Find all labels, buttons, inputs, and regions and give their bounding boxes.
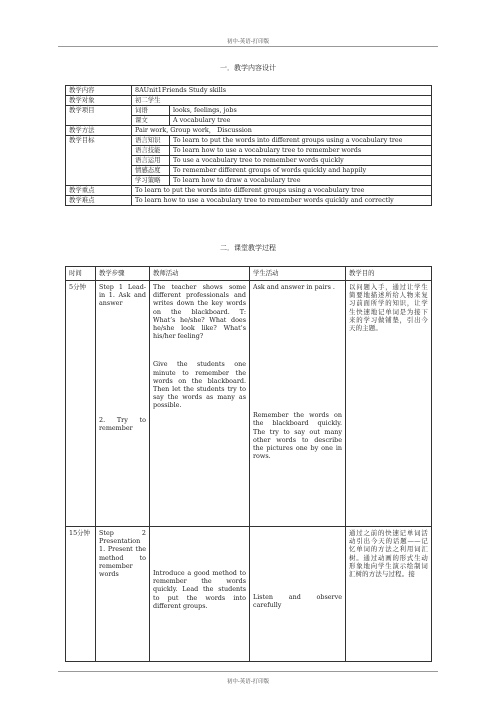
row-step	[96, 281, 150, 527]
method-label: 教学方法	[66, 126, 132, 136]
header-time: 时间	[66, 267, 96, 281]
content-value: 8AUnit1Friends Study skills	[132, 86, 432, 96]
row-purpose: 通过之前的快速记单词活动引出今天的话题——记忆单词的方法之利用词汇树。通过动画的形式生动形象地向学生演示绘制词汇树的方法与过程。接	[346, 527, 432, 662]
goal-label: 语言知识	[132, 136, 170, 146]
row-time: 15分钟	[66, 527, 96, 662]
goal-value: To remember different groups of words quickly and happily	[170, 166, 432, 176]
step-try-remember: 2. Try to remember	[99, 415, 146, 432]
audience-label: 教学对象	[66, 96, 132, 106]
footer-rule	[58, 671, 438, 672]
spacer	[253, 291, 342, 411]
student-activity-a: Ask and answer in pairs .	[253, 283, 335, 291]
vocab-value: looks, feelings, jobs	[170, 106, 432, 116]
key-label: 教学重点	[66, 186, 132, 196]
section2-title: 二．课堂教学过程	[220, 244, 276, 252]
spacer	[99, 308, 146, 416]
spacer	[253, 529, 342, 593]
row-teacher	[150, 281, 250, 527]
header-step: 教学步骤	[96, 267, 150, 281]
design-table	[65, 85, 432, 206]
difficult-label: 教学难点	[66, 196, 132, 206]
row-purpose: 以问题入手，通过让学生简要地描述所给人物来复习前面所学的知识，让学生快速地记单词是为接下来的学习做铺垫，引出今天的主题。	[346, 281, 432, 527]
header-rule	[58, 46, 438, 47]
teacher-activity-b: Give the students one minute to remember the words on the blackboard. Then let the students try to say the words as many as possible.	[153, 360, 246, 410]
header-teacher: 教师活动	[150, 267, 250, 281]
goal-value: To learn to put the words into different groups using a vocabulary tree	[170, 136, 432, 146]
process-table	[65, 266, 432, 662]
goal-value: To learn how to use a vocabulary tree to remember words	[170, 146, 432, 156]
teacher-activity-a: The teacher shows some different professionals and writes down the key words on the blackboard. T: What’s he/she? What does he/she look like? What’s his/her feeling?	[153, 283, 246, 341]
page-header: 初中-英语-打印版	[226, 39, 270, 45]
section1-title: 一．教学内容设计	[220, 64, 276, 72]
key-value: To learn to put the words into different groups using a vocabulary tree	[132, 186, 432, 196]
spacer	[153, 529, 246, 569]
content-label: 教学内容	[66, 86, 132, 96]
goal-label: 学习策略	[132, 176, 170, 186]
goals-label: 教学目标	[66, 136, 132, 186]
header-purpose: 教学目的	[346, 267, 432, 281]
audience-value: 初二学生	[132, 96, 432, 106]
goal-label: 语言技能	[132, 146, 170, 156]
goal-value: To use a vocabulary tree to remember words quickly	[170, 156, 432, 166]
goal-label: 语言运用	[132, 156, 170, 166]
row-student	[250, 281, 346, 527]
difficult-value: To learn how to use a vocabulary tree to remember words quickly and correctly	[132, 196, 432, 206]
goal-label: 情感态度	[132, 166, 170, 176]
student-activity: Listen and observe carefully	[253, 593, 342, 610]
teacher-activity: Introduce a good method to remember the words quickly. Lead the students to put the words into different groups.	[153, 569, 246, 610]
student-activity-b: Remember the words on the blackboard quickly. The try to say out many other words to describe the pictures one by one in rows.	[253, 411, 342, 461]
step-lead-in: Step 1 Lead-in 1. Ask and answer	[99, 283, 146, 308]
goal-value: To learn how to draw a vocabulary tree	[170, 176, 432, 186]
header-student: 学生活动	[250, 267, 346, 281]
row-time: 5分钟	[66, 281, 96, 527]
row-teacher	[150, 527, 250, 662]
text-value: A vocabulary tree	[170, 116, 432, 126]
row-student	[250, 527, 346, 662]
vocab-label: 词语	[132, 106, 170, 116]
spacer	[153, 340, 246, 360]
text-label: 课文	[132, 116, 170, 126]
page-footer: 初中-英语-打印版	[226, 679, 270, 685]
row-step: Step 2 Presentation 1. Present the method to remember words	[96, 527, 150, 662]
items-label: 教学项目	[66, 106, 132, 126]
method-value: Pair work, Group work， Discussion	[132, 126, 432, 136]
